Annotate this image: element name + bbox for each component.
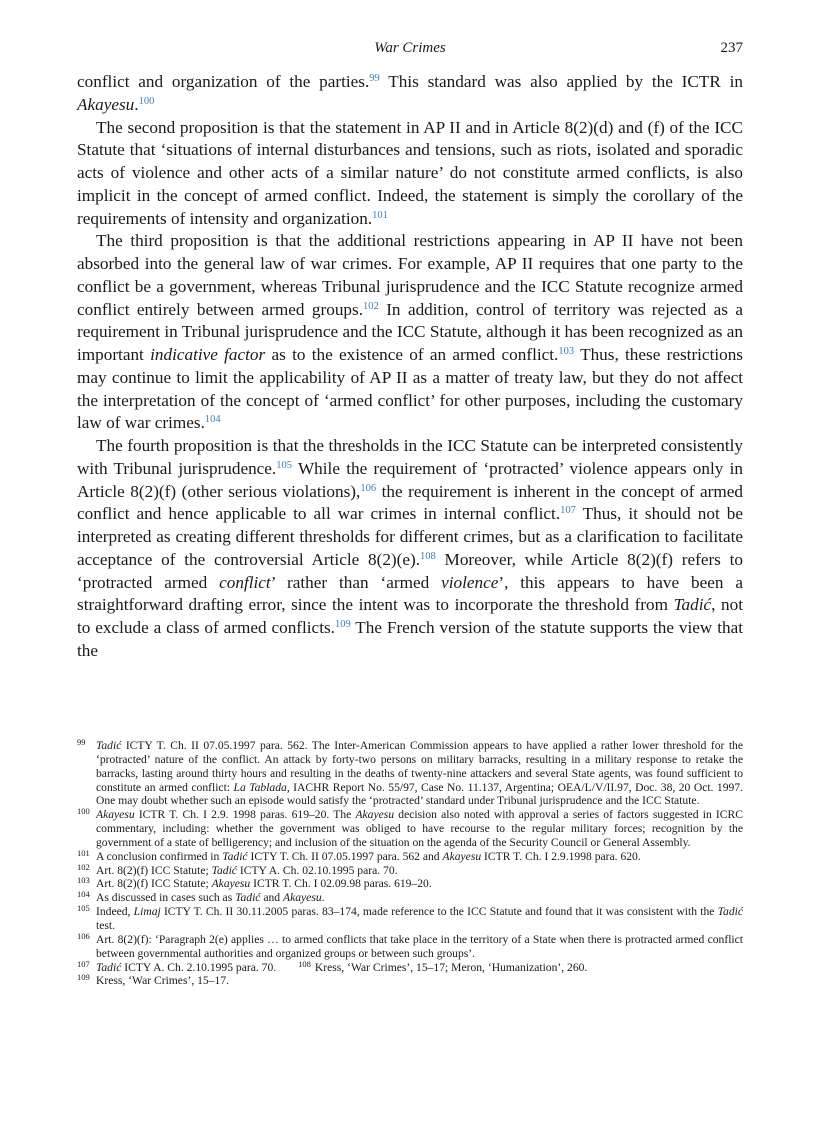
text: In addition, control of territory was rejected as a requirement in Tribunal jurisprudence and the ICC Statute, although it has been recognized as an important xyxy=(77,299,743,364)
footnote-ref[interactable]: 102 xyxy=(363,300,379,312)
text: and xyxy=(260,891,284,905)
text: ICTY A. Ch. 2.10.1995 para. 70. xyxy=(121,960,277,974)
text: . xyxy=(321,891,325,905)
text: ’, this appears to have been a straightforward drafting error, since the intent was to incorporate the threshold from xyxy=(77,572,743,615)
text: ICTR T. Ch. I 2.9.1998 para. 620. xyxy=(481,849,641,863)
text: ICTR T. Ch. I 02.09.98 paras. 619–20. xyxy=(250,877,432,891)
text: decision also noted with approval a series of factors suggested in ICRC commentary, including: whether the government was obliged to have recourse to the regular military forces; recognition by the government of a state of belligerency; and inclusion of the situation on the agenda of the Security Council or General Assembly. xyxy=(96,808,743,849)
footnote xyxy=(77,891,743,905)
paragraph xyxy=(77,435,743,663)
italic-text: Tadić xyxy=(673,595,712,615)
text: This standard was also applied by the ICTR in xyxy=(379,72,743,91)
text: The fourth proposition is that the thresholds in the ICC Statute can be interpreted consistently with Tribunal jurisprudence. xyxy=(77,436,743,478)
footnote-number: 102 xyxy=(77,861,90,872)
text: ICTY A. Ch. 02.10.1995 para. 70. xyxy=(236,863,398,877)
text: the requirement is inherent in the concept of armed conflict and hence applicable to all war crimes in internal conflict. xyxy=(77,481,743,524)
text: Art. 8(2)(f) ICC Statute; xyxy=(96,877,212,891)
footnote-ref[interactable]: 104 xyxy=(204,414,221,426)
footnote-number: 100 xyxy=(77,806,90,817)
text: Kress, ‘War Crimes’, 15–17. xyxy=(96,974,230,988)
text: Indeed, xyxy=(96,905,134,919)
footnote-ref[interactable]: 101 xyxy=(372,209,388,221)
italic-text: Akayesu xyxy=(355,808,395,822)
text: ICTR T. Ch. I 2.9. 1998 paras. 619–20. The xyxy=(134,808,356,822)
footnote-ref[interactable]: 99 xyxy=(369,73,380,84)
text: The French version of the statute supports the view that the xyxy=(77,618,743,660)
footnote-number: 109 xyxy=(77,972,90,983)
italic-text: Akayesu xyxy=(211,877,251,891)
body-text xyxy=(77,71,743,663)
paragraph xyxy=(77,117,743,231)
italic-text: conflict xyxy=(219,572,271,592)
footnote xyxy=(77,847,743,864)
text: The third proposition is that the additional restrictions appearing in AP II have not been absorbed into the general law of war crimes. For example, AP II requires that one party to the conflict be a government, whereas Tribunal jurisprudence and the ICC Statute recognize armed conflict entirely between armed groups. xyxy=(77,231,743,319)
footnote-number: 105 xyxy=(77,903,90,914)
footnote xyxy=(77,958,743,975)
text: Art. 8(2)(f): ‘Paragraph 2(e) applies … to armed conflicts that take place in the territory of a State when there is protracted armed conflict between governmental authorities and organized groups or between such groups’. xyxy=(96,932,743,960)
italic-text: Tadić xyxy=(211,863,237,877)
footnote-ref[interactable]: 106 xyxy=(360,482,377,494)
footnote-number: 101 xyxy=(77,847,90,858)
footnotes xyxy=(77,739,743,988)
footnote xyxy=(77,808,743,850)
text: ’ rather than ‘armed xyxy=(270,572,442,592)
italic-text: indicative factor xyxy=(150,345,266,364)
footnote xyxy=(77,930,743,961)
text: ICTY T. Ch. II 30.11.2005 paras. 83–174, made reference to the ICC Statute and found that it was consistent with the xyxy=(160,905,718,919)
italic-text: violence xyxy=(441,572,499,592)
footnote xyxy=(77,877,743,891)
italic-text: La Tablada xyxy=(233,780,287,794)
italic-text: Akayesu xyxy=(283,891,322,905)
italic-text: Tadić xyxy=(222,849,248,863)
italic-text: Tadić xyxy=(96,960,122,974)
paragraph xyxy=(77,230,743,435)
italic-text: Limaj xyxy=(133,905,161,919)
footnote-number: 104 xyxy=(77,889,90,900)
text: ICTY T. Ch. II 07.05.1997 para. 562. The Inter-American Commission appears to have applied a rather lower threshold for the ‘protracted’ nature of the conflict. An attack by forty-two persons on military barracks, resulting in a military response to retake the barracks, lasting around thirty hours and resulting in the deaths of twenty-nine attackers and several State agents, was found sufficient to constitute an armed conflict: xyxy=(96,739,743,794)
text: Thus, these restrictions may continue to limit the applicability of AP II as a matter of treaty law, but they do not affect the interpretation of the concept of ‘armed conflict’ for other purposes, including the customary law of war crimes. xyxy=(77,345,743,433)
text: ICTY T. Ch. II 07.05.1997 para. 562 and xyxy=(247,849,443,863)
running-header xyxy=(77,40,743,60)
text: conflict and organization of the parties. xyxy=(77,72,370,91)
text: Kress, ‘War Crimes’, 15–17; Meron, ‘Humanization’, 260. xyxy=(314,960,588,974)
footnote-ref[interactable]: 100 xyxy=(138,95,155,107)
page-number: 237 xyxy=(720,40,743,56)
text: The second proposition is that the statement in AP II and in Article 8(2)(d) and (f) of the ICC Statute that ‘situations of internal disturbances and tensions, such as riots, isolated and sporadic acts of violence and other acts of a similar nature’ do not constitute armed conflicts, is also implicit in the concept of armed conflict. Indeed, the statement is simply the corollary of the requirements of intensity and organization. xyxy=(77,117,743,228)
footnote-number: 103 xyxy=(77,875,90,886)
text: Thus, it should not be interpreted as creating different thresholds for different crimes, but as a clarification to facilitate acceptance of the controversial Article 8(2)(e). xyxy=(77,504,743,569)
footnote xyxy=(77,861,743,878)
running-title: War Crimes xyxy=(374,40,446,56)
text: . xyxy=(134,94,139,114)
footnote xyxy=(77,905,743,933)
italic-text: Akayesu xyxy=(77,94,135,114)
italic-text: Tadić xyxy=(717,905,743,919)
italic-text: Tadić xyxy=(96,739,122,752)
text: Art. 8(2)(f) ICC Statute; xyxy=(96,863,212,877)
text: A conclusion confirmed in xyxy=(96,849,223,863)
footnote-number: 106 xyxy=(77,930,90,941)
footnote-number: 108 xyxy=(298,958,311,969)
text: test. xyxy=(96,918,115,932)
footnote-ref[interactable]: 107 xyxy=(560,505,576,517)
text: as to the existence of an armed conflict. xyxy=(265,345,559,364)
italic-text: Akayesu xyxy=(442,849,482,863)
footnote-number: 99 xyxy=(77,737,86,747)
footnote-ref[interactable]: 103 xyxy=(558,346,575,357)
footnote xyxy=(77,739,743,808)
text: While the requirement of ‘protracted’ violence appears only in Article 8(2)(f) (other serious violations), xyxy=(77,458,744,501)
italic-text: Tadić xyxy=(235,891,261,905)
text: Moreover, while Article 8(2)(f) refers to ‘protracted armed xyxy=(77,549,743,592)
footnote-ref[interactable]: 109 xyxy=(334,619,351,630)
footnote xyxy=(77,974,743,988)
text: As discussed in cases such as xyxy=(96,891,236,905)
footnote-ref[interactable]: 108 xyxy=(420,550,436,562)
text: , not to exclude a class of armed conflicts. xyxy=(77,595,743,637)
text: , IACHR Report No. 55/97, Case No. 11.137, Argentina; OEA/L/V/II.97, Doc. 38, 20 Oct. 1997. One may doubt whether such an episode would satisfy the ‘protracted’ standard under Tribunal jurisprudence and the ICC Statute. xyxy=(96,780,744,808)
italic-text: Akayesu xyxy=(96,808,135,822)
footnote-number: 107 xyxy=(77,958,90,969)
footnote-ref[interactable]: 105 xyxy=(276,459,292,471)
paragraph xyxy=(77,71,743,117)
